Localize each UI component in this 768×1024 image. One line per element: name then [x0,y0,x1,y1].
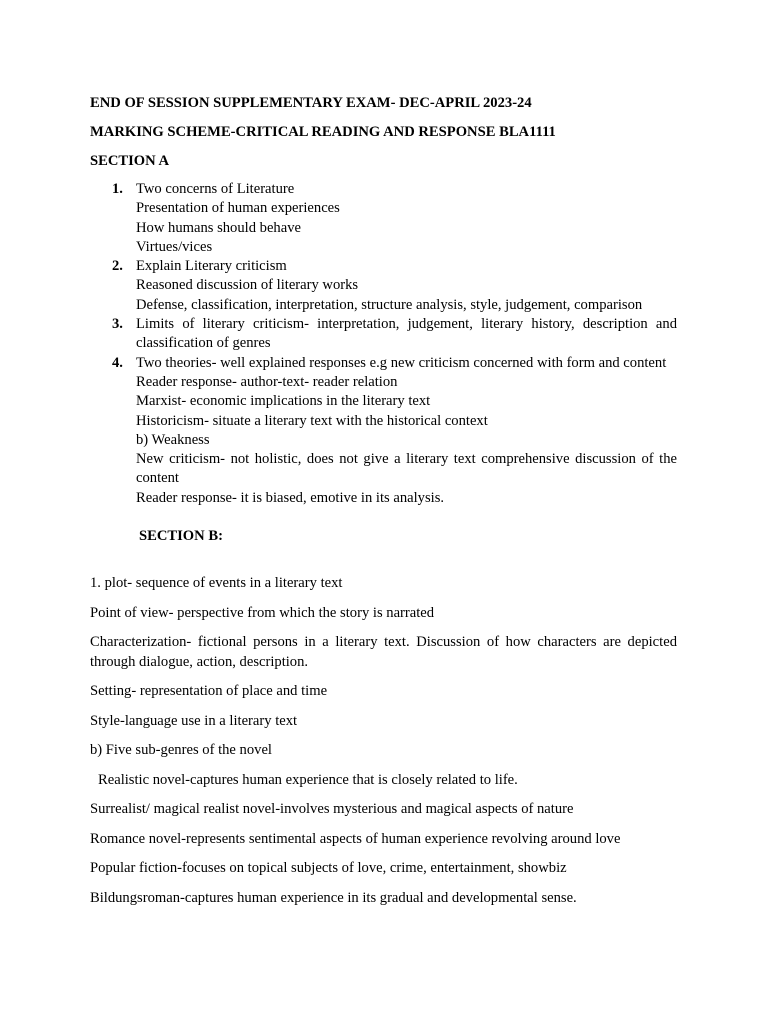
item-number: 4. [112,354,123,371]
list-item [90,180,677,257]
item-line: Two concerns of Literature [136,181,295,197]
item-line: Virtues/vices [136,238,213,255]
item-line: Reasoned discussion of literary works [136,277,359,294]
item-number: 3. [112,316,123,333]
item-line: How humans should behave [136,219,301,236]
item-line: b) Weakness [136,431,210,448]
section-b-paragraph: b) Five sub-genres of the novel [90,742,272,759]
section-b-paragraph: 1. plot- sequence of events in a literary text [90,575,343,592]
section-b-paragraph: Surrealist/ magical realist novel-involves mysterious and magical aspects of nature [90,801,574,818]
section-a-list [90,180,677,508]
item-line: Limits of literary criticism- interpretation, judgement, literary history, description and classification of genres [136,316,677,352]
section-b-paragraph: Style-language use in a literary text [90,712,298,729]
item-line: Reader response- author-text- reader relation [136,373,398,390]
item-line: Defense, classification, interpretation, structure analysis, style, judgement, comparison [136,296,643,313]
document-page [90,94,677,918]
item-line: Two theories- well explained responses e.g new criticism concerned with form and content [136,354,667,371]
marking-scheme-title: MARKING SCHEME-CRITICAL READING AND RESPONSE BLA1111 [90,124,556,140]
item-line: Historicism- situate a literary text with the historical context [136,412,488,429]
item-line: New criticism- not holistic, does not give a literary text comprehensive discussion of the content [136,451,677,487]
list-item [90,354,677,508]
item-line: Reader response- it is biased, emotive in its analysis. [136,489,445,506]
section-b-heading: SECTION B: [139,528,223,545]
item-number: 2. [112,258,123,275]
exam-title: END OF SESSION SUPPLEMENTARY EXAM- DEC-APRIL 2023-24 [90,95,532,111]
list-item [90,257,677,315]
item-line: Marxist- economic implications in the literary text [136,393,431,410]
section-b-paragraph: Realistic novel-captures human experience that is closely related to life. [98,771,518,788]
section-a-heading: SECTION A [90,153,170,169]
section-b-paragraph: Bildungsroman-captures human experience in its gradual and developmental sense. [90,889,577,906]
item-line: Explain Literary criticism [136,258,287,275]
section-b-paragraph: Romance novel-represents sentimental aspects of human experience revolving around love [90,830,621,847]
section-b-paragraph: Popular fiction-focuses on topical subjects of love, crime, entertainment, showbiz [90,860,567,877]
section-b-paragraph: Characterization- fictional persons in a literary text. Discussion of how characters are depicted through dialogue, action, description. [90,634,677,670]
section-b-paragraph: Setting- representation of place and time [90,683,328,700]
section-b-paragraph: Point of view- perspective from which the story is narrated [90,604,435,621]
item-line: Presentation of human experiences [136,200,340,217]
item-number: 1. [112,181,123,197]
list-item [90,315,677,354]
